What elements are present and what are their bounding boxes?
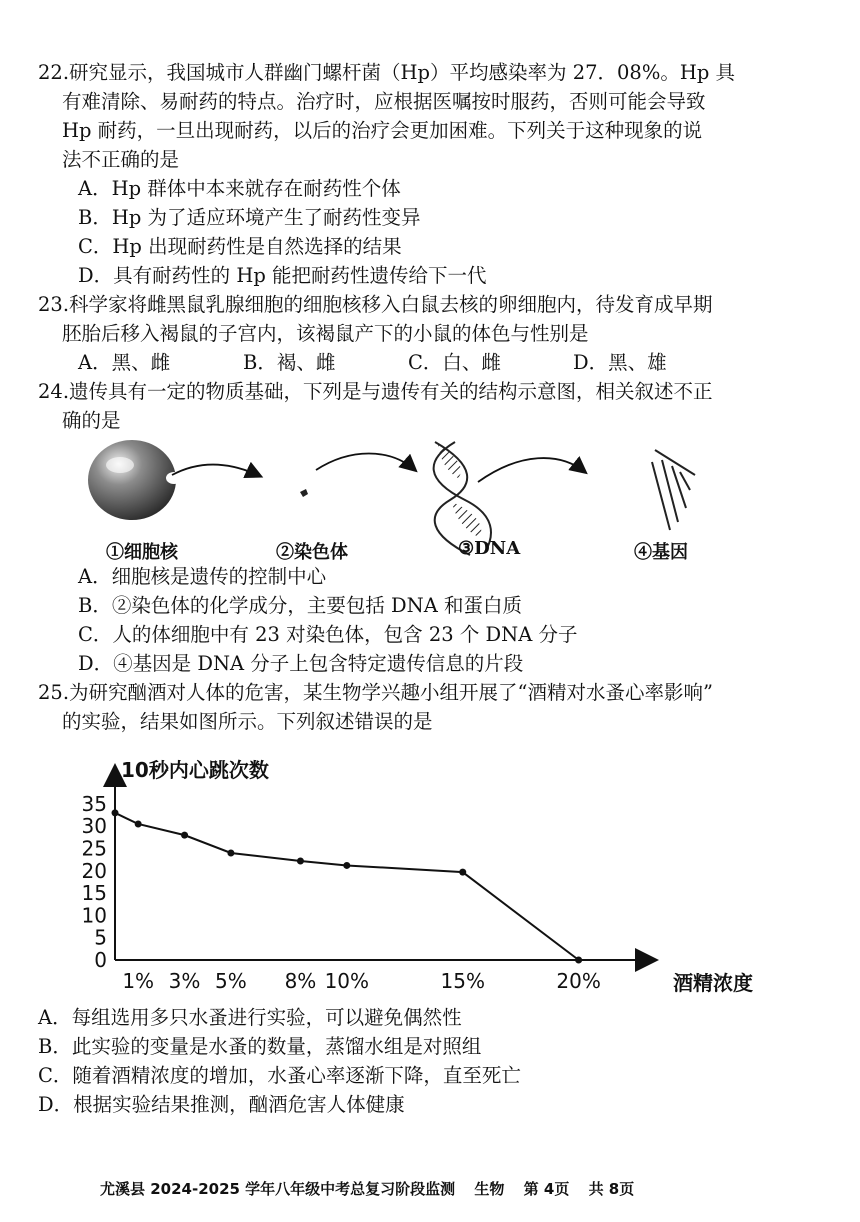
arrow-3	[478, 458, 585, 482]
question-23	[38, 290, 818, 377]
question-23-line: 胚胎后移入褐鼠的子宫内，该褐鼠产下的小鼠的体色与性别是	[62, 322, 589, 345]
question-25-options	[38, 1003, 818, 1119]
question-24-line: 24.遗传具有一定的物质基础，下列是与遗传有关的结构示意图，相关叙述不正	[38, 380, 713, 403]
x-axis-label: 酒精浓度	[673, 971, 753, 995]
data-point	[459, 869, 466, 876]
chromosome-image	[300, 489, 308, 497]
question-23-line: 23.科学家将雌黑鼠乳腺细胞的细胞核移入白鼠去核的卵细胞内，待发育成早期	[38, 293, 713, 316]
gene-fragment-image	[652, 450, 695, 530]
question-24-options	[38, 562, 818, 678]
question-22-option-b: B．Hp 为了适应环境产生了耐药性变异	[78, 206, 421, 229]
y-tick-label: 30	[81, 814, 107, 839]
page-footer	[100, 1178, 648, 1199]
heart-rate-chart-svg	[70, 755, 753, 995]
question-24-line: 确的是	[62, 409, 121, 432]
question-22-line: Hp 耐药，一旦出现耐药，以后的治疗会更加困难。下列关于这种现象的说	[62, 119, 703, 142]
question-23-options	[38, 348, 818, 377]
arrow-1	[172, 465, 260, 476]
question-22-line: 法不正确的是	[62, 148, 180, 171]
question-24	[38, 377, 818, 435]
y-tick-label: 10	[81, 903, 107, 928]
question-22-line: 有难清除、易耐药的特点。治疗时，应根据医嘱按时服药，否则可能会导致	[62, 90, 706, 113]
arrow-2	[316, 454, 415, 471]
y-tick-label: 20	[81, 858, 107, 883]
x-tick-label: 5%	[215, 969, 247, 993]
question-23-option-d: D．黑、雄	[573, 351, 667, 374]
data-point	[227, 849, 234, 856]
x-tick-label: 1%	[122, 969, 155, 993]
y-tick-label: 35	[81, 791, 107, 816]
question-23-option-a: A．黑、雌	[78, 351, 171, 374]
data-point	[135, 820, 142, 827]
question-22	[38, 58, 818, 290]
question-23-option-b: B．褐、雌	[243, 351, 336, 374]
data-point	[297, 858, 304, 865]
question-25-option-b: B．此实验的变量是水蚤的数量，蒸馏水组是对照组	[38, 1035, 482, 1058]
y-tick-label: 25	[81, 836, 107, 861]
question-25-line: 的实验，结果如图所示。下列叙述错误的是	[62, 710, 433, 733]
question-25-line: 25.为研究酗酒对人体的危害，某生物学兴趣小组开展了“酒精对水蚤心率影响”	[38, 681, 713, 704]
question-24-option-c: C．人的体细胞中有 23 对染色体，包含 23 个 DNA 分子	[78, 623, 578, 646]
figure-label-chromosome: ②染色体	[276, 542, 348, 563]
figure-label-gene: ④基因	[634, 542, 688, 563]
question-22-option-a: A．Hp 群体中本来就存在耐药性个体	[78, 177, 401, 200]
question-22-line: 22.研究显示，我国城市人群幽门螺杆菌（Hp）平均感染率为 27．08%。Hp 具	[38, 61, 736, 84]
question-25-option-c: C．随着酒精浓度的增加，水蚤心率逐渐下降，直至死亡	[38, 1064, 521, 1087]
data-point	[112, 809, 119, 816]
y-tick-label: 15	[81, 881, 107, 906]
footer-total-pages: 共 8页	[588, 1180, 635, 1198]
figure-label-dna: ③DNA	[458, 538, 521, 559]
x-tick-label: 3%	[168, 969, 201, 993]
x-tick-label: 20%	[556, 969, 601, 993]
data-point	[181, 832, 188, 839]
x-tick-label: 10%	[324, 969, 370, 993]
y-axis-label: 10秒内心跳次数	[121, 758, 269, 782]
x-tick-label: 15%	[440, 969, 485, 993]
question-22-option-c: C．Hp 出现耐药性是自然选择的结果	[78, 235, 402, 258]
question-24-option-d: D．④基因是 DNA 分子上包含特定遗传信息的片段	[78, 652, 524, 675]
question-22-option-d: D．具有耐药性的 Hp 能把耐药性遗传给下一代	[78, 264, 487, 287]
footer-exam-title: 尤溪县 2024-2025 学年八年级中考总复习阶段监测	[100, 1180, 456, 1198]
question-23-option-c: C．白、雌	[408, 351, 501, 374]
cell-nucleus-image	[88, 440, 182, 520]
footer-subject: 生物	[474, 1180, 505, 1198]
x-tick-label: 8%	[284, 969, 317, 993]
question-24-option-b: B．②染色体的化学成分，主要包括 DNA 和蛋白质	[78, 594, 523, 617]
data-point	[343, 862, 350, 869]
data-point	[575, 957, 582, 964]
heart-rate-chart	[70, 755, 753, 995]
question-25-option-d: D．根据实验结果推测，酗酒危害人体健康	[38, 1093, 405, 1116]
y-tick-label: 5	[94, 925, 107, 950]
question-25-option-a: A．每组选用多只水蚤进行实验，可以避免偶然性	[38, 1006, 462, 1029]
question-24-option-a: A．细胞核是遗传的控制中心	[78, 565, 327, 588]
figure-label-nucleus: ①细胞核	[106, 542, 178, 563]
y-tick-label: 0	[94, 948, 107, 972]
question-25	[38, 678, 818, 736]
footer-page-number: 第 4页	[523, 1180, 570, 1198]
